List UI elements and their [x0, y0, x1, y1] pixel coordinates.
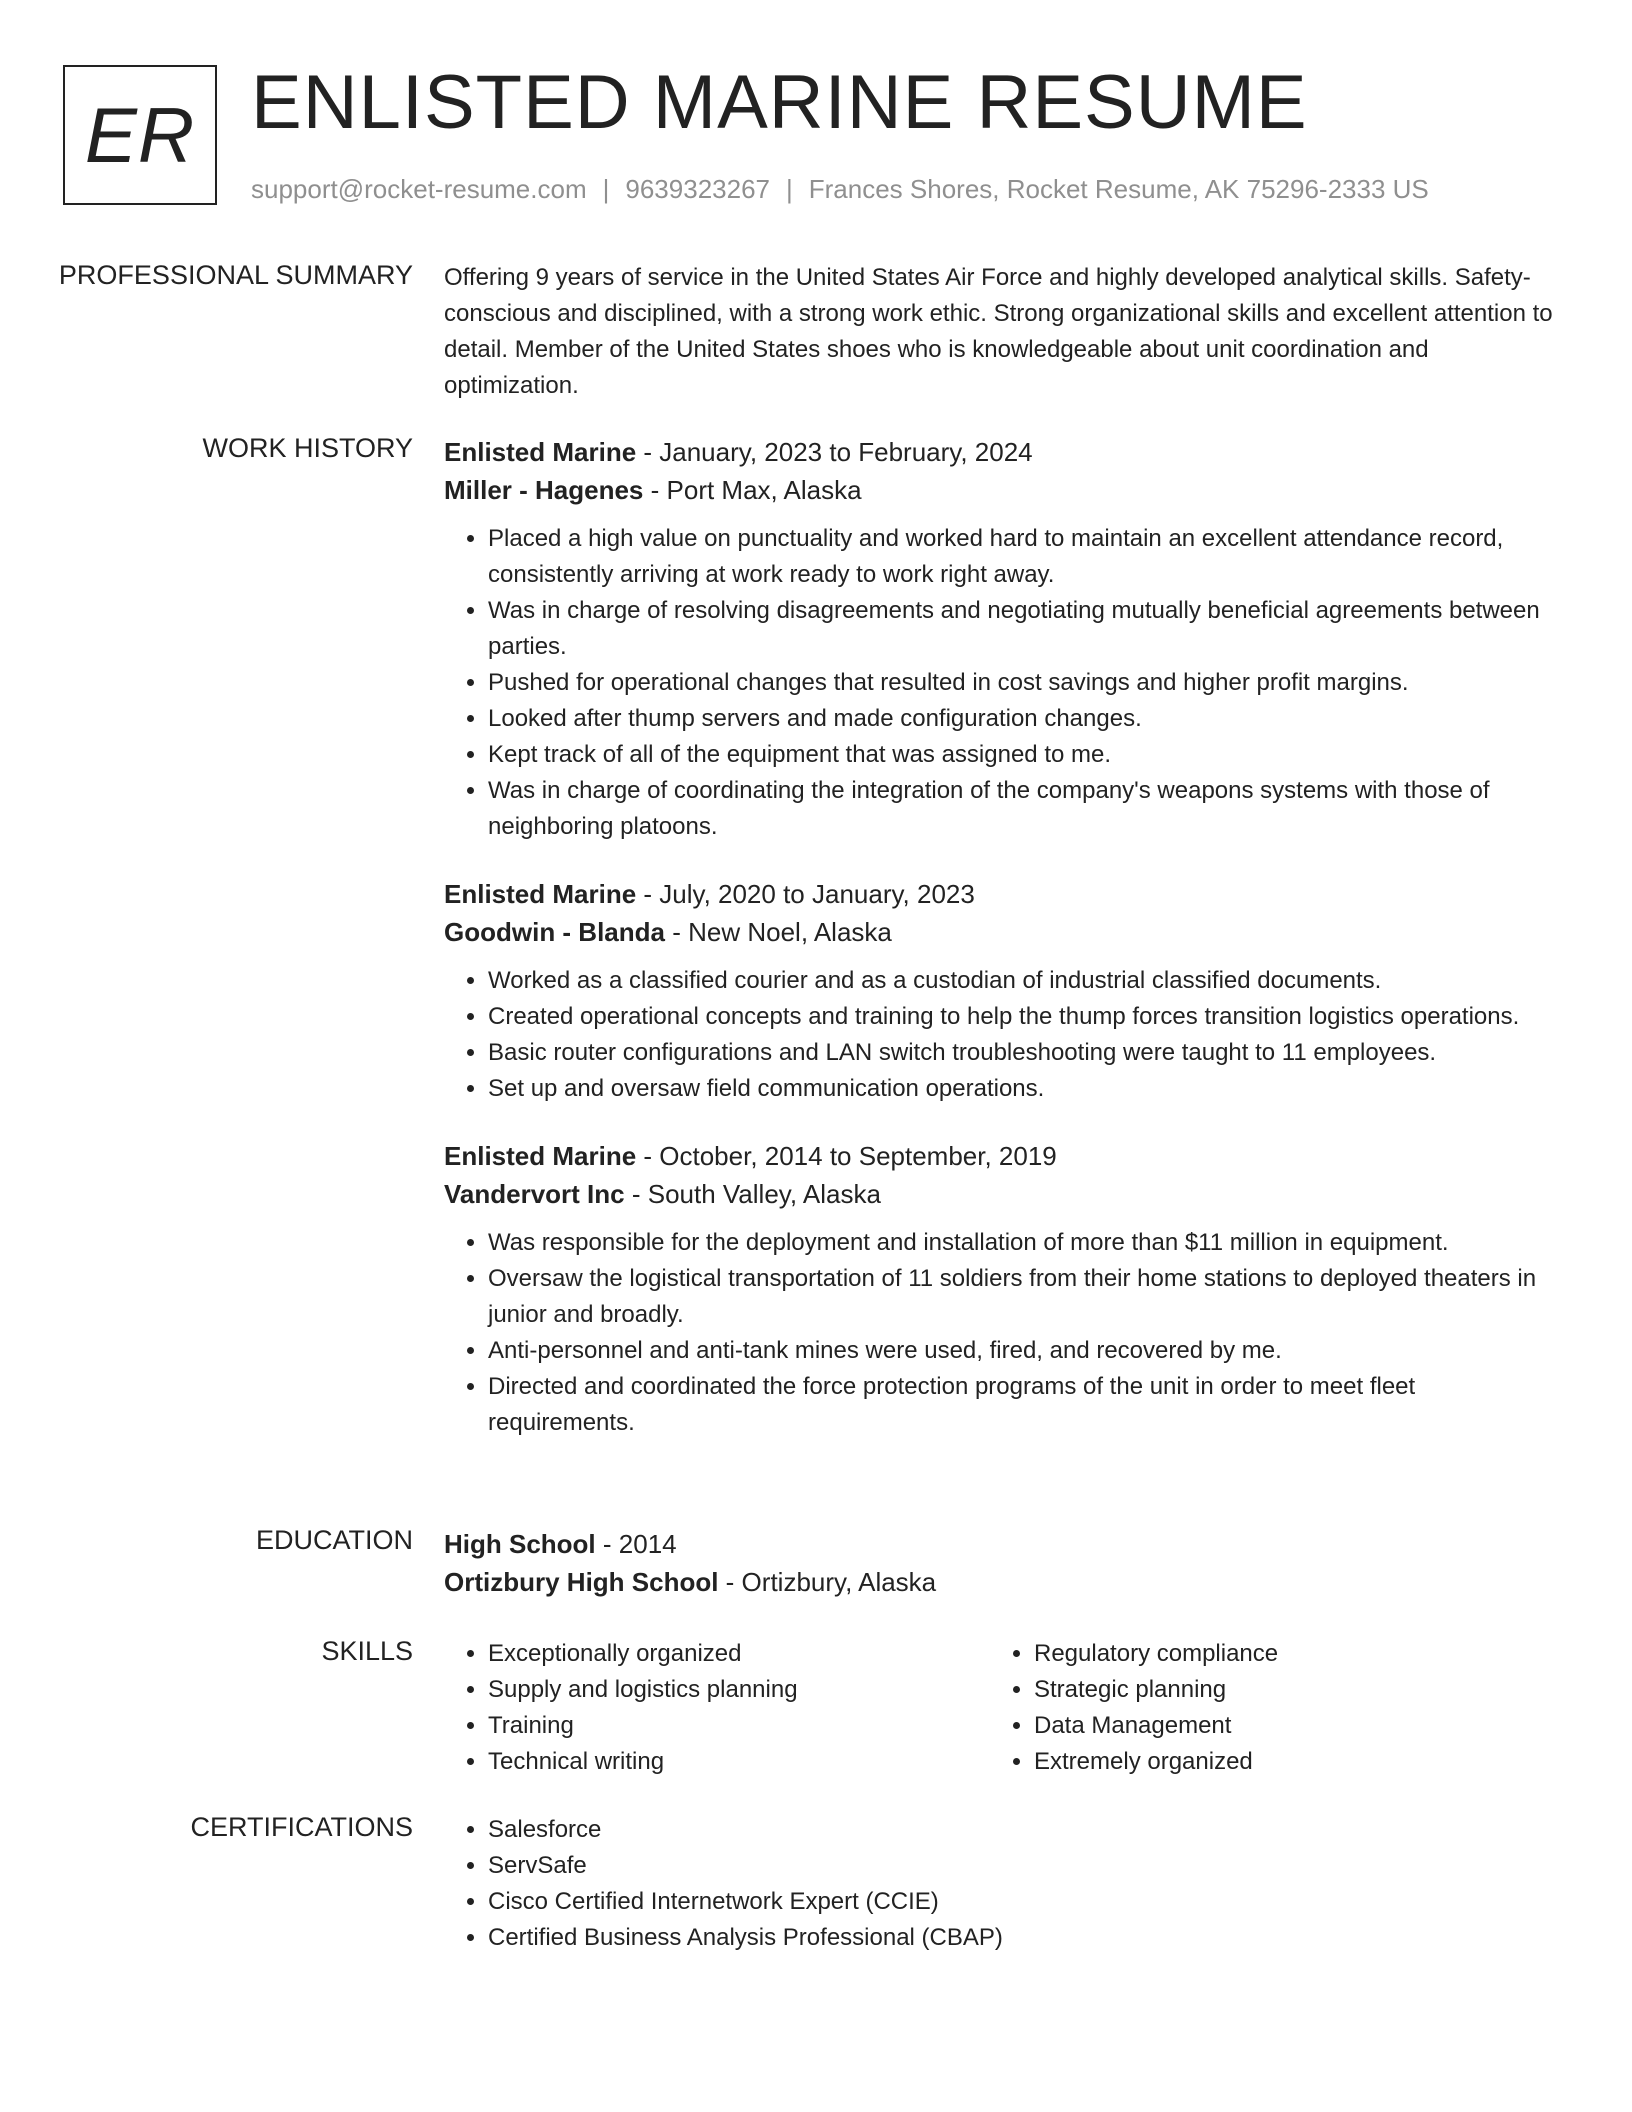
job-dates: - January, 2023 to February, 2024	[636, 437, 1033, 467]
list-item: • Exceptionally organized	[488, 1636, 988, 1672]
section-label: WORK HISTORY	[202, 433, 413, 463]
education-year: - 2014	[595, 1529, 677, 1559]
job-company-line	[444, 1175, 1554, 1213]
list-item: • Looked after thump servers and made configuration changes.	[488, 701, 1554, 737]
education-school-line	[444, 1563, 1554, 1601]
job-entry	[444, 1137, 1554, 1441]
section-label: CERTIFICATIONS	[190, 1812, 413, 1842]
job-location: - New Noel, Alaska	[665, 917, 892, 947]
list-item: • Oversaw the logistical transportation of 11 soldiers from their home stations to deployed theaters in junior and broadly.	[488, 1261, 1554, 1333]
list-item: • Cisco Certified Internetwork Expert (CCIE)	[488, 1884, 1554, 1920]
list-item: • Worked as a classified courier and as a custodian of industrial classified documents.	[488, 963, 1554, 999]
education-degree-line	[444, 1525, 1554, 1563]
list-item: • Was responsible for the deployment and installation of more than $11 million in equipment.	[488, 1225, 1554, 1261]
section-label: PROFESSIONAL SUMMARY	[58, 260, 413, 290]
list-item: • Directed and coordinated the force protection programs of the unit in order to meet fleet requirements.	[488, 1369, 1554, 1441]
job-bullets	[444, 521, 1554, 845]
job-entry	[444, 433, 1554, 845]
list-item: • Regulatory compliance	[1034, 1636, 1534, 1672]
job-title-line	[444, 433, 1554, 471]
education-degree: High School	[444, 1529, 596, 1559]
job-company: Goodwin - Blanda	[444, 917, 665, 947]
job-title: Enlisted Marine	[444, 437, 637, 467]
page-title: ENLISTED MARINE RESUME	[251, 60, 1308, 145]
address-text: Frances Shores, Rocket Resume, AK 75296-2333 US	[808, 174, 1429, 204]
job-company: Miller - Hagenes	[444, 475, 644, 505]
job-title: Enlisted Marine	[444, 1141, 637, 1171]
list-item: • Certified Business Analysis Professional (CBAP)	[488, 1920, 1554, 1956]
job-company: Vandervort Inc	[444, 1179, 625, 1209]
education-school: Ortizbury High School	[444, 1567, 719, 1597]
resume-header	[63, 60, 1563, 215]
list-item: • Basic router configurations and LAN switch troubleshooting were taught to 11 employees.	[488, 1035, 1554, 1071]
list-item: • Was in charge of coordinating the integration of the company's weapons systems with those of neighboring platoons.	[488, 773, 1554, 845]
job-entry	[444, 875, 1554, 1107]
list-item: • Training	[488, 1708, 988, 1744]
list-item: • Anti-personnel and anti-tank mines were used, fired, and recovered by me.	[488, 1333, 1554, 1369]
list-item: • Was in charge of resolving disagreements and negotiating mutually beneficial agreements between parties.	[488, 593, 1554, 665]
list-item: • Strategic planning	[1034, 1672, 1534, 1708]
section-label: SKILLS	[321, 1636, 413, 1666]
separator: |	[786, 174, 793, 204]
job-title-line	[444, 875, 1554, 913]
certifications-list	[444, 1812, 1554, 1956]
job-bullets	[444, 963, 1554, 1107]
job-title-line	[444, 1137, 1554, 1175]
job-bullets	[444, 1225, 1554, 1441]
summary-text: Offering 9 years of service in the United States Air Force and highly developed analytical skills. Safety-conscious and disciplined, with a strong work ethic. Strong organizational skills and excellent attention to detail. Member of the United States shoes who is knowledgeable about unit coordination and optimization.	[444, 264, 1553, 399]
list-item: • Salesforce	[488, 1812, 1554, 1848]
separator: |	[602, 174, 610, 204]
job-company-line	[444, 471, 1554, 509]
section-label: EDUCATION	[255, 1525, 413, 1555]
job-title: Enlisted Marine	[444, 879, 637, 909]
list-item: • Technical writing	[488, 1744, 988, 1780]
job-company-line	[444, 913, 1554, 951]
job-location: - Port Max, Alaska	[643, 475, 862, 505]
job-dates: - July, 2020 to January, 2023	[636, 879, 975, 909]
list-item: • Extremely organized	[1034, 1744, 1534, 1780]
skills-column-2	[988, 1636, 1534, 1780]
list-item: • Supply and logistics planning	[488, 1672, 988, 1708]
list-item: • Created operational concepts and training to help the thump forces transition logistics operations.	[488, 999, 1554, 1035]
phone-text: 9639323267	[625, 174, 770, 204]
list-item: • Data Management	[1034, 1708, 1534, 1744]
skills-grid	[444, 1636, 1554, 1780]
list-item: • Set up and oversaw field communication operations.	[488, 1071, 1554, 1107]
skills-column-1	[444, 1636, 988, 1780]
list-item: • Kept track of all of the equipment that was assigned to me.	[488, 737, 1554, 773]
job-location: - South Valley, Alaska	[624, 1179, 881, 1209]
contact-line	[251, 174, 1429, 205]
list-item: • Pushed for operational changes that resulted in cost savings and higher profit margins.	[488, 665, 1554, 701]
education-location: - Ortizbury, Alaska	[718, 1567, 937, 1597]
email-text: support@rocket-resume.com	[251, 174, 587, 204]
list-item: • ServSafe	[488, 1848, 1554, 1884]
list-item: • Placed a high value on punctuality and worked hard to maintain an excellent attendance record, consistently arriving at work ready to work right away.	[488, 521, 1554, 593]
monogram-logo: ER	[63, 65, 217, 205]
job-dates: - October, 2014 to September, 2019	[636, 1141, 1057, 1171]
